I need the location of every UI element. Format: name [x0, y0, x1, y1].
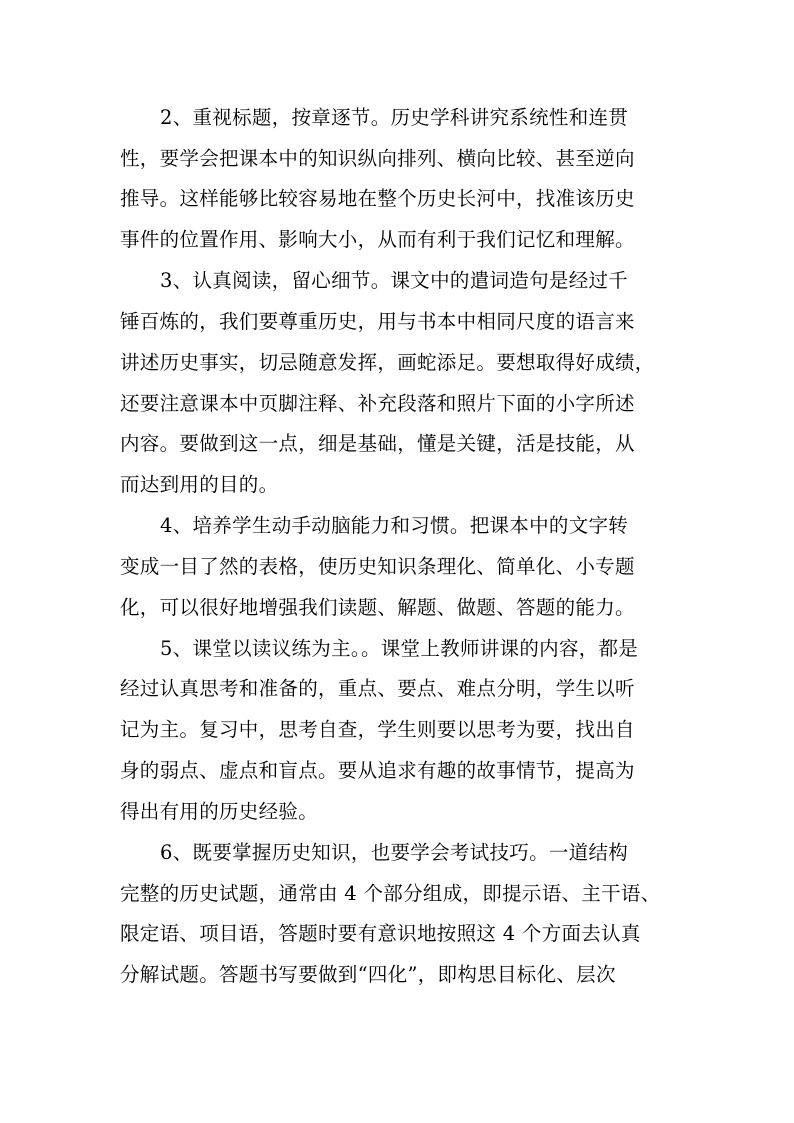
text-line: 得出有用的历史经验。 [120, 800, 319, 823]
text-line: 3、认真阅读，留心细节。课文中的遣词造句是经过千 [160, 269, 629, 292]
text-line: 内容。要做到这一点，细是基础，懂是关键，活是技能，从 [120, 432, 635, 455]
text-line: 分解试题。答题书写要做到“四化”，即构思目标化、层次 [120, 963, 616, 986]
text-line: 身的弱点、虚点和盲点。要从追求有趣的故事情节，提高为 [120, 759, 635, 782]
text-line: 5、课堂以读议练为主。。课堂上教师讲课的内容，都是 [160, 637, 639, 660]
text-line: 化，可以很好地增强我们读题、解题、做题、答题的能力。 [120, 596, 635, 619]
text-line: 经过认真思考和准备的，重点、要点、难点分明，学生以听 [120, 677, 635, 700]
text-line: 变成一目了然的表格，使历史知识条理化、简单化、小专题 [120, 555, 635, 578]
text-line: 推导。这样能够比较容易地在整个历史长河中，找准该历史 [120, 187, 635, 210]
text-line: 4、培养学生动手动脑能力和习惯。把课本中的文字转 [160, 514, 629, 537]
text-line: 性，要学会把课本中的知识纵向排列、横向比较、甚至逆向 [120, 147, 635, 170]
text-line: 事件的位置作用、影响大小，从而有利于我们记忆和理解。 [120, 228, 635, 251]
text-line: 完整的历史试题，通常由 4 个部分组成，即提示语、主干语、 [120, 882, 661, 905]
text-line: 6、既要掌握历史知识，也要学会考试技巧。一道结构 [160, 841, 629, 864]
text-line: 而达到用的目的。 [120, 473, 279, 496]
text-line: 锤百炼的，我们要尊重历史，用与书本中相同尺度的语言来 [120, 310, 635, 333]
text-line: 讲述历史事实，切忌随意发挥，画蛇添足。要想取得好成绩， [120, 351, 655, 374]
text-line: 2、重视标题，按章逐节。历史学科讲究系统性和连贯 [160, 106, 629, 129]
text-line: 还要注意课本中页脚注释、补充段落和照片下面的小字所述 [120, 392, 635, 415]
text-line: 限定语、项目语，答题时要有意识地按照这 4 个方面去认真 [120, 922, 641, 945]
text-line: 记为主。复习中，思考自查，学生则要以思考为要，找出自 [120, 718, 635, 741]
